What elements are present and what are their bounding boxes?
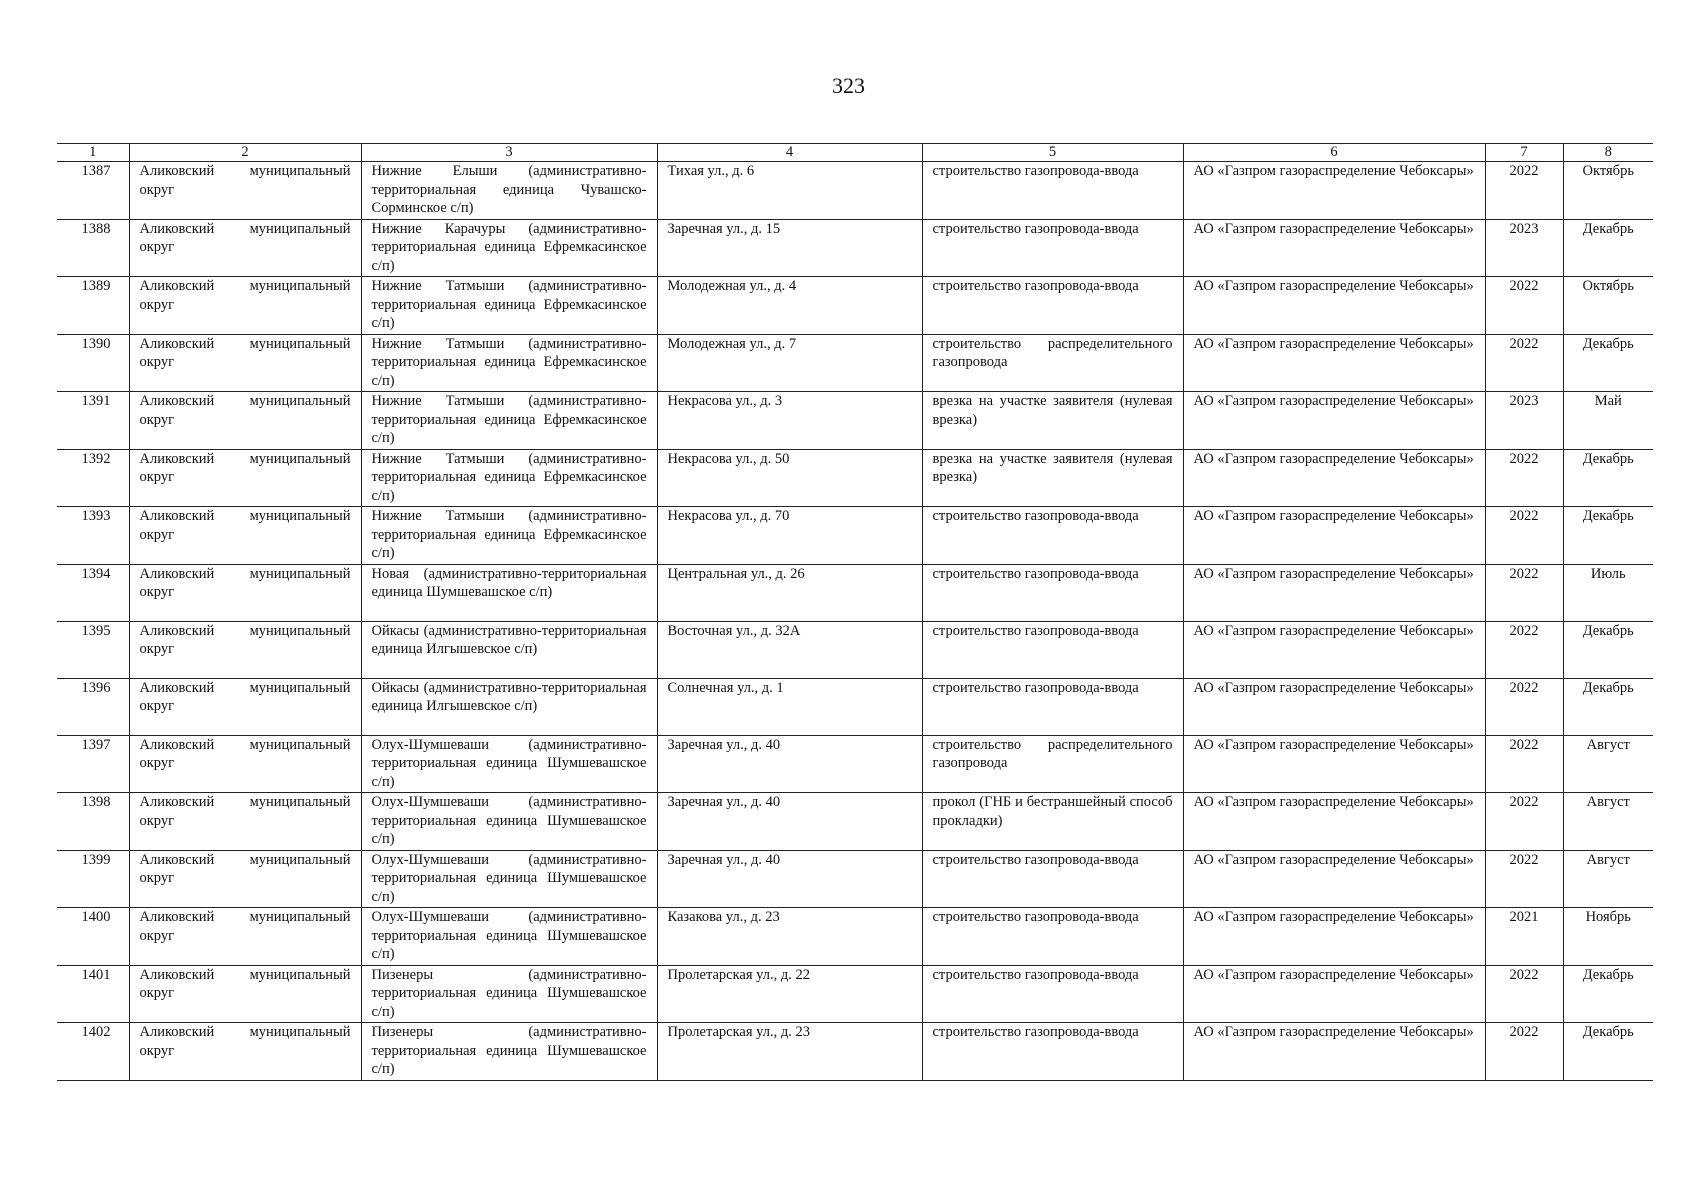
district-cell: Аликовский муниципальный округ (129, 219, 361, 277)
organization-cell: АО «Газпром газораспределение Чебоксары» (1183, 277, 1485, 335)
work-type-cell: строительство газопровода-ввода (922, 965, 1183, 1023)
table-row (57, 219, 1653, 277)
locality-cell: Нижние Татмыши (административно-территориальная единица Ефремкасинское с/п) (361, 449, 657, 507)
table-row (57, 908, 1653, 966)
address-cell: Пролетарская ул., д. 22 (657, 965, 922, 1023)
row-number-cell: 1401 (57, 965, 129, 1023)
month-cell: Декабрь (1563, 965, 1653, 1023)
locality-cell: Нижние Карачуры (административно-территориальная единица Ефремкасинское с/п) (361, 219, 657, 277)
year-cell: 2022 (1485, 850, 1563, 908)
month-cell: Декабрь (1563, 1023, 1653, 1081)
gasification-table (57, 143, 1653, 1081)
locality-cell: Пизенеры (административно-территориальная единица Шумшевашское с/п) (361, 1023, 657, 1081)
year-cell: 2022 (1485, 277, 1563, 335)
district-cell: Аликовский муниципальный округ (129, 908, 361, 966)
table-row (57, 334, 1653, 392)
locality-cell: Нижние Татмыши (административно-территориальная единица Ефремкасинское с/п) (361, 334, 657, 392)
district-cell: Аликовский муниципальный округ (129, 735, 361, 793)
district-cell: Аликовский муниципальный округ (129, 1023, 361, 1081)
district-cell: Аликовский муниципальный округ (129, 507, 361, 565)
month-cell: Ноябрь (1563, 908, 1653, 966)
month-cell: Август (1563, 793, 1653, 851)
month-cell: Декабрь (1563, 219, 1653, 277)
year-cell: 2022 (1485, 965, 1563, 1023)
locality-cell: Нижние Татмыши (административно-территориальная единица Ефремкасинское с/п) (361, 277, 657, 335)
month-cell: Декабрь (1563, 334, 1653, 392)
column-number-header: 6 (1183, 144, 1485, 162)
year-cell: 2022 (1485, 564, 1563, 621)
row-number-cell: 1402 (57, 1023, 129, 1081)
table-row (57, 277, 1653, 335)
organization-cell: АО «Газпром газораспределение Чебоксары» (1183, 449, 1485, 507)
row-number-cell: 1395 (57, 621, 129, 678)
address-cell: Казакова ул., д. 23 (657, 908, 922, 966)
row-number-cell: 1392 (57, 449, 129, 507)
month-cell: Декабрь (1563, 507, 1653, 565)
work-type-cell: строительство газопровода-ввода (922, 277, 1183, 335)
row-number-cell: 1397 (57, 735, 129, 793)
address-cell: Пролетарская ул., д. 23 (657, 1023, 922, 1081)
row-number-cell: 1389 (57, 277, 129, 335)
table-row (57, 793, 1653, 851)
work-type-cell: строительство газопровода-ввода (922, 1023, 1183, 1081)
year-cell: 2022 (1485, 449, 1563, 507)
table-row (57, 678, 1653, 735)
organization-cell: АО «Газпром газораспределение Чебоксары» (1183, 219, 1485, 277)
row-number-cell: 1398 (57, 793, 129, 851)
district-cell: Аликовский муниципальный округ (129, 564, 361, 621)
locality-cell: Нижние Елыши (административно-территориальная единица Чувашско-Сорминское с/п) (361, 162, 657, 220)
column-number-header: 5 (922, 144, 1183, 162)
locality-cell: Ойкасы (административно-территориальная единица Илгышевское с/п) (361, 678, 657, 735)
table-row (57, 850, 1653, 908)
page-number: 323 (832, 73, 865, 98)
month-cell: Декабрь (1563, 621, 1653, 678)
locality-cell: Олух-Шумшеваши (административно-территориальная единица Шумшевашское с/п) (361, 850, 657, 908)
district-cell: Аликовский муниципальный округ (129, 621, 361, 678)
month-cell: Октябрь (1563, 277, 1653, 335)
year-cell: 2023 (1485, 392, 1563, 450)
organization-cell: АО «Газпром газораспределение Чебоксары» (1183, 678, 1485, 735)
column-number-header: 4 (657, 144, 922, 162)
work-type-cell: строительство газопровода-ввода (922, 678, 1183, 735)
table-row (57, 1023, 1653, 1081)
month-cell: Июль (1563, 564, 1653, 621)
organization-cell: АО «Газпром газораспределение Чебоксары» (1183, 1023, 1485, 1081)
column-number-header: 8 (1563, 144, 1653, 162)
row-number-cell: 1394 (57, 564, 129, 621)
table-row (57, 449, 1653, 507)
organization-cell: АО «Газпром газораспределение Чебоксары» (1183, 334, 1485, 392)
work-type-cell: строительство газопровода-ввода (922, 908, 1183, 966)
month-cell: Август (1563, 735, 1653, 793)
column-number-row (57, 144, 1653, 162)
locality-cell: Нижние Татмыши (административно-территориальная единица Ефремкасинское с/п) (361, 392, 657, 450)
locality-cell: Новая (административно-территориальная единица Шумшевашское с/п) (361, 564, 657, 621)
column-number-header: 1 (57, 144, 129, 162)
row-number-cell: 1393 (57, 507, 129, 565)
month-cell: Май (1563, 392, 1653, 450)
address-cell: Солнечная ул., д. 1 (657, 678, 922, 735)
work-type-cell: строительство газопровода-ввода (922, 162, 1183, 220)
row-number-cell: 1399 (57, 850, 129, 908)
address-cell: Заречная ул., д. 40 (657, 735, 922, 793)
district-cell: Аликовский муниципальный округ (129, 277, 361, 335)
year-cell: 2022 (1485, 621, 1563, 678)
address-cell: Заречная ул., д. 40 (657, 850, 922, 908)
row-number-cell: 1388 (57, 219, 129, 277)
row-number-cell: 1400 (57, 908, 129, 966)
row-number-cell: 1387 (57, 162, 129, 220)
address-cell: Молодежная ул., д. 4 (657, 277, 922, 335)
row-number-cell: 1390 (57, 334, 129, 392)
organization-cell: АО «Газпром газораспределение Чебоксары» (1183, 793, 1485, 851)
organization-cell: АО «Газпром газораспределение Чебоксары» (1183, 162, 1485, 220)
table-row (57, 621, 1653, 678)
locality-cell: Нижние Татмыши (административно-территориальная единица Ефремкасинское с/п) (361, 507, 657, 565)
month-cell: Декабрь (1563, 678, 1653, 735)
table-row (57, 392, 1653, 450)
column-number-header: 3 (361, 144, 657, 162)
district-cell: Аликовский муниципальный округ (129, 850, 361, 908)
district-cell: Аликовский муниципальный округ (129, 162, 361, 220)
year-cell: 2023 (1485, 219, 1563, 277)
locality-cell: Ойкасы (административно-территориальная единица Илгышевское с/п) (361, 621, 657, 678)
year-cell: 2022 (1485, 793, 1563, 851)
work-type-cell: врезка на участке заявителя (нулевая врезка) (922, 392, 1183, 450)
address-cell: Некрасова ул., д. 70 (657, 507, 922, 565)
year-cell: 2022 (1485, 1023, 1563, 1081)
year-cell: 2022 (1485, 507, 1563, 565)
locality-cell: Пизенеры (административно-территориальная единица Шумшевашское с/п) (361, 965, 657, 1023)
table-row (57, 564, 1653, 621)
address-cell: Заречная ул., д. 40 (657, 793, 922, 851)
work-type-cell: строительство распределительного газопровода (922, 334, 1183, 392)
year-cell: 2022 (1485, 678, 1563, 735)
locality-cell: Олух-Шумшеваши (административно-территориальная единица Шумшевашское с/п) (361, 735, 657, 793)
year-cell: 2022 (1485, 162, 1563, 220)
organization-cell: АО «Газпром газораспределение Чебоксары» (1183, 564, 1485, 621)
column-number-header: 7 (1485, 144, 1563, 162)
locality-cell: Олух-Шумшеваши (административно-территориальная единица Шумшевашское с/п) (361, 908, 657, 966)
organization-cell: АО «Газпром газораспределение Чебоксары» (1183, 621, 1485, 678)
address-cell: Некрасова ул., д. 50 (657, 449, 922, 507)
table-row (57, 162, 1653, 220)
address-cell: Центральная ул., д. 26 (657, 564, 922, 621)
table-row (57, 507, 1653, 565)
organization-cell: АО «Газпром газораспределение Чебоксары» (1183, 507, 1485, 565)
work-type-cell: строительство газопровода-ввода (922, 621, 1183, 678)
address-cell: Заречная ул., д. 15 (657, 219, 922, 277)
row-number-cell: 1391 (57, 392, 129, 450)
table-row (57, 735, 1653, 793)
district-cell: Аликовский муниципальный округ (129, 965, 361, 1023)
district-cell: Аликовский муниципальный округ (129, 793, 361, 851)
district-cell: Аликовский муниципальный округ (129, 334, 361, 392)
column-number-header: 2 (129, 144, 361, 162)
address-cell: Восточная ул., д. 32А (657, 621, 922, 678)
district-cell: Аликовский муниципальный округ (129, 678, 361, 735)
locality-cell: Олух-Шумшеваши (административно-территориальная единица Шумшевашское с/п) (361, 793, 657, 851)
work-type-cell: строительство распределительного газопровода (922, 735, 1183, 793)
table-body (57, 162, 1653, 1081)
address-cell: Тихая ул., д. 6 (657, 162, 922, 220)
work-type-cell: строительство газопровода-ввода (922, 850, 1183, 908)
work-type-cell: строительство газопровода-ввода (922, 507, 1183, 565)
work-type-cell: врезка на участке заявителя (нулевая врезка) (922, 449, 1183, 507)
month-cell: Октябрь (1563, 162, 1653, 220)
address-cell: Молодежная ул., д. 7 (657, 334, 922, 392)
address-cell: Некрасова ул., д. 3 (657, 392, 922, 450)
table-row (57, 965, 1653, 1023)
district-cell: Аликовский муниципальный округ (129, 449, 361, 507)
organization-cell: АО «Газпром газораспределение Чебоксары» (1183, 392, 1485, 450)
organization-cell: АО «Газпром газораспределение Чебоксары» (1183, 908, 1485, 966)
district-cell: Аликовский муниципальный округ (129, 392, 361, 450)
year-cell: 2021 (1485, 908, 1563, 966)
month-cell: Декабрь (1563, 449, 1653, 507)
work-type-cell: строительство газопровода-ввода (922, 219, 1183, 277)
row-number-cell: 1396 (57, 678, 129, 735)
year-cell: 2022 (1485, 735, 1563, 793)
work-type-cell: прокол (ГНБ и бестраншейный способ прокладки) (922, 793, 1183, 851)
month-cell: Август (1563, 850, 1653, 908)
year-cell: 2022 (1485, 334, 1563, 392)
work-type-cell: строительство газопровода-ввода (922, 564, 1183, 621)
organization-cell: АО «Газпром газораспределение Чебоксары» (1183, 850, 1485, 908)
organization-cell: АО «Газпром газораспределение Чебоксары» (1183, 965, 1485, 1023)
organization-cell: АО «Газпром газораспределение Чебоксары» (1183, 735, 1485, 793)
